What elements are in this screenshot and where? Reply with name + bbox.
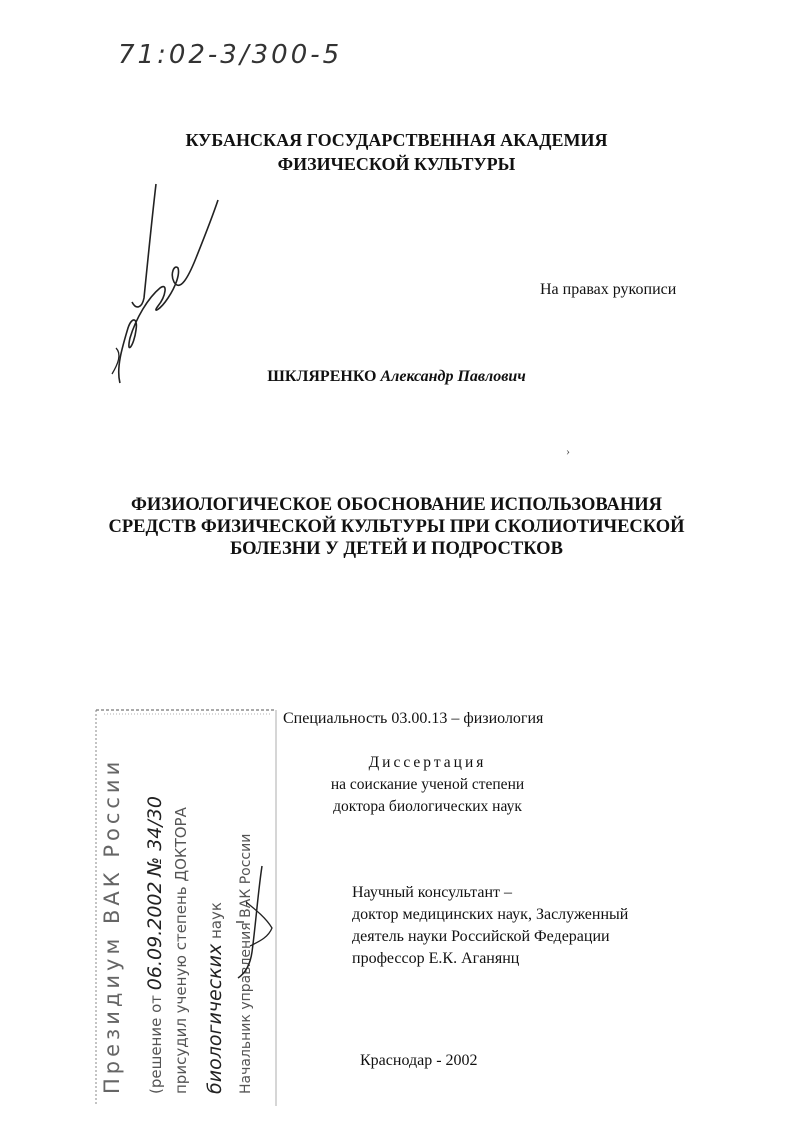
dissertation-label: Диссертация (368, 754, 487, 771)
title-line1: ФИЗИОЛОГИЧЕСКОЕ ОБОСНОВАНИЕ ИСПОЛЬЗОВАНИЯ (130, 495, 663, 515)
archive-number: 71:02-3/300-5 (118, 40, 343, 70)
dissertation-line2: доктора биологических наук (333, 798, 522, 815)
title-line2: СРЕДСТВ ФИЗИЧЕСКОЙ КУЛЬТУРЫ ПРИ СКОЛИОТИЧЕСКОЙ (108, 517, 685, 537)
stamp-signature-mark (232, 862, 280, 982)
stamp-field-suffix: наук (207, 902, 225, 939)
stamp-line5: Начальник управления ВАК России (238, 833, 254, 1094)
stamp-line4 (204, 902, 226, 1094)
stamp-degree-prefix: присудил ученую степень (172, 886, 190, 1094)
specialty: Специальность 03.00.13 – физиология (283, 710, 544, 727)
city-year: Краснодар - 2002 (360, 1052, 478, 1069)
author-given-names: Александр Павлович (380, 368, 526, 385)
stamp-line3 (172, 807, 190, 1094)
stamp-signature (324, 858, 325, 859)
dissertation-title (0, 494, 793, 560)
handwritten-signature (108, 178, 223, 388)
stray-mark: › (566, 444, 570, 458)
consultant-line3: деятель науки Российской Федерации (352, 928, 610, 945)
stamp-decision-prefix: (решение от (147, 994, 165, 1094)
author-surname: ШКЛЯРЕНКО (267, 368, 377, 385)
stamp-field-handwritten: биологических (204, 943, 226, 1094)
stamp-decision-number: № 34/30 (144, 796, 166, 877)
scientific-consultant (352, 882, 628, 970)
consultant-line1: Научный консультант – (352, 884, 512, 901)
stamp-degree: ДОКТОРА (172, 807, 190, 882)
dissertation-line1: на соискание ученой степени (330, 776, 525, 793)
dissertation-type (300, 752, 555, 818)
consultant-line4: профессор Е.К. Аганянц (352, 950, 520, 967)
rights-note: На правах рукописи (540, 281, 677, 298)
stamp-line1: Президиум ВАК России (100, 757, 124, 1094)
author-name (0, 368, 793, 386)
academy-name (0, 128, 793, 176)
academy-name-line2: ФИЗИЧЕСКОЙ КУЛЬТУРЫ (277, 154, 516, 174)
stamp-line2 (144, 796, 166, 1094)
consultant-line2: доктор медицинских наук, Заслуженный (352, 906, 629, 923)
academy-name-line1: КУБАНСКАЯ ГОСУДАРСТВЕННАЯ АКАДЕМИЯ (185, 130, 608, 150)
title-line3: БОЛЕЗНИ У ДЕТЕЙ И ПОДРОСТКОВ (230, 539, 563, 559)
stamp-decision-date: 06.09.2002 (144, 881, 166, 991)
